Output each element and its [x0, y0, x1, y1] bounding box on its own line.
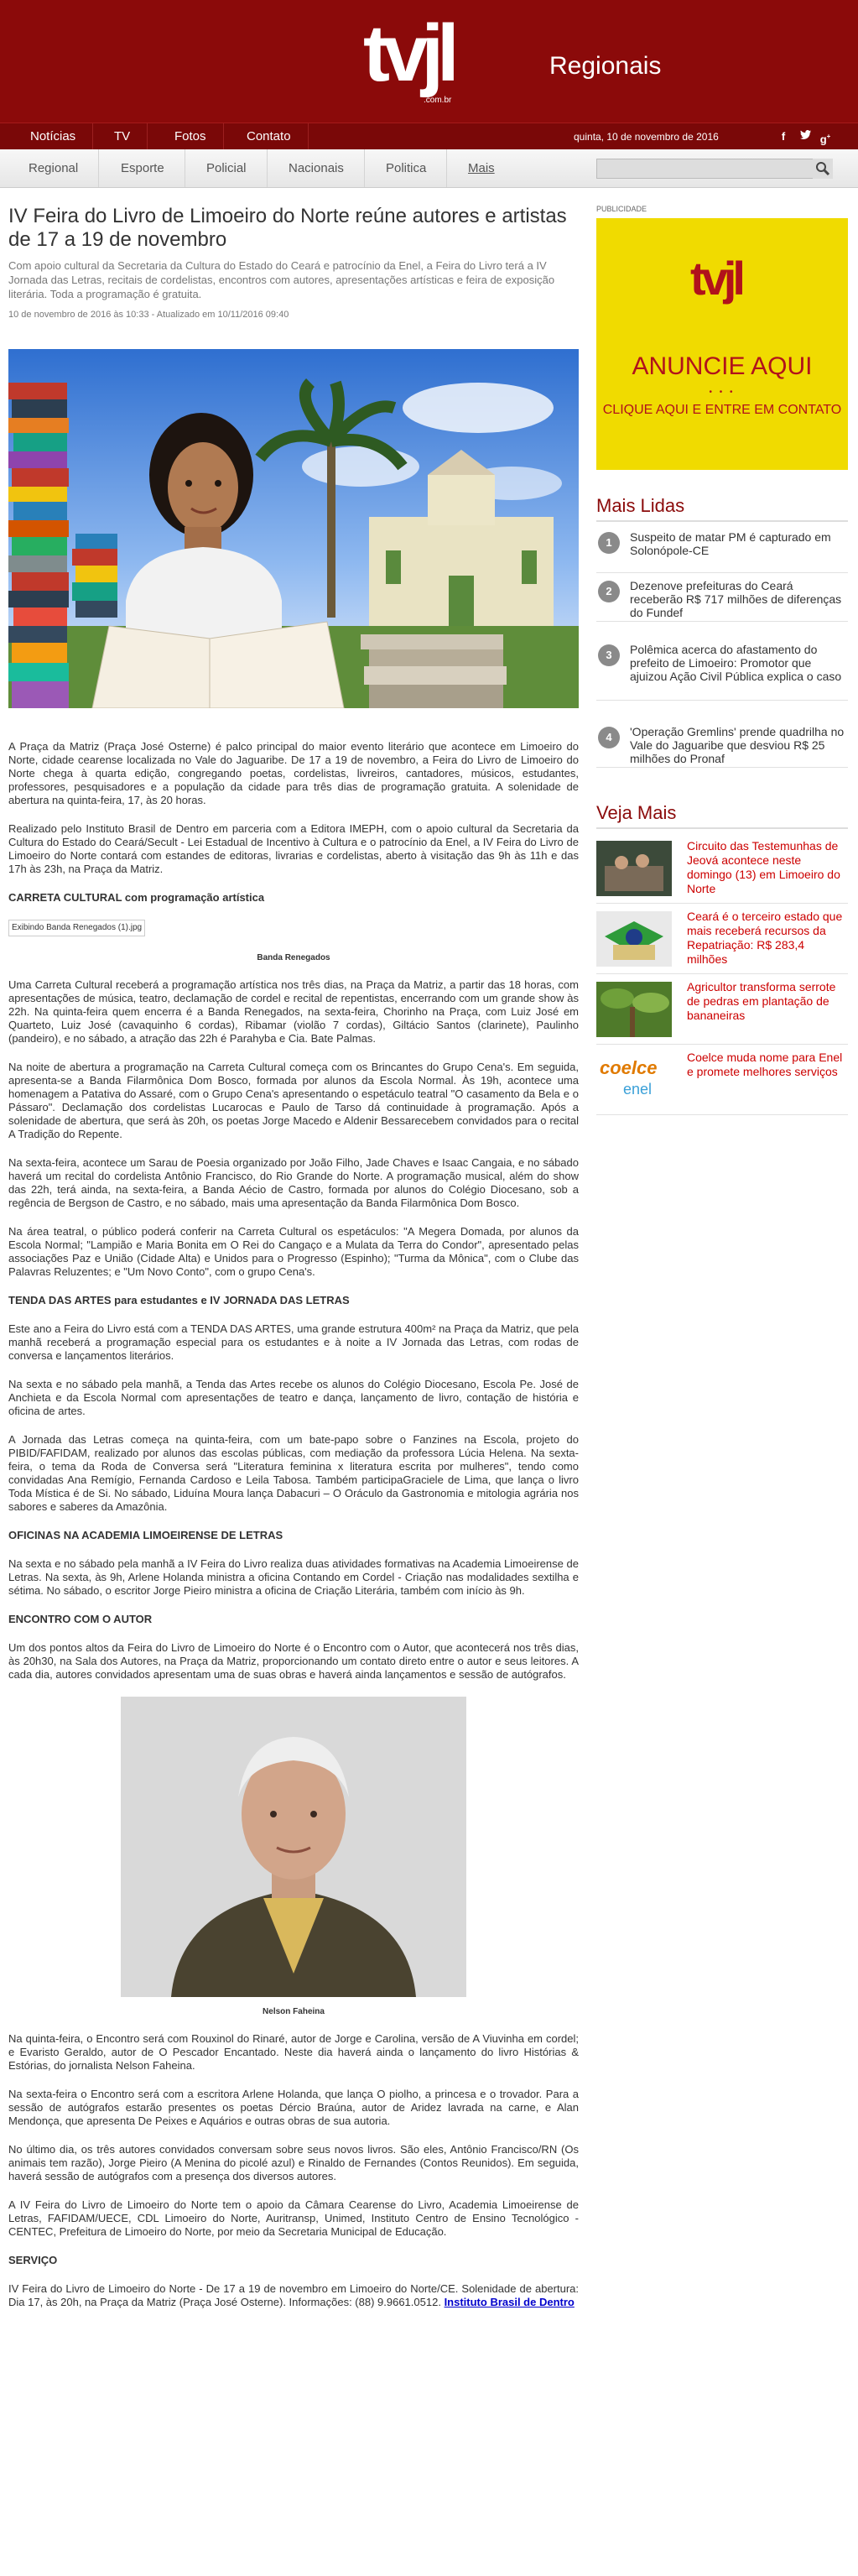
ad-divider: • • • — [709, 388, 736, 397]
mais-lidas-item[interactable] — [596, 579, 848, 622]
nav-noticias[interactable]: Notícias — [13, 123, 93, 150]
ad-logo: tvjl — [690, 252, 741, 305]
nav-fotos[interactable]: Fotos — [158, 123, 224, 150]
veja-mais-link[interactable]: Circuito das Testemunhas de Jeová acontece neste domingo (13) em Limoeiro do Norte — [687, 839, 840, 895]
paragraph: No último dia, os três autores convidados conversam sobre seus novos livros. São eles, Antônio Francisco/RN (Os animais tem razão), Jorge Pieiro (A Menina do picolé azul) e Rinaldo de Fernandes (Contos Reunidos). Em seguida, haverá sessão de autógrafos com a presença dos diversos autores. — [8, 2143, 579, 2182]
search-input[interactable] — [596, 159, 831, 179]
veja-mais-item[interactable] — [596, 836, 848, 904]
rank-badge: 2 — [598, 581, 620, 602]
ad-cta: CLIQUE AQUI E ENTRE EM CONTATO — [602, 403, 842, 417]
mais-lidas-item[interactable] — [596, 643, 848, 701]
facebook-icon[interactable]: f — [781, 130, 786, 143]
article-meta: 10 de novembro de 2016 às 10:33 - Atualizado em 10/11/2016 09:40 — [8, 310, 289, 320]
coelce-logo: coelce — [600, 1057, 658, 1078]
paragraph: A IV Feira do Livro de Limoeiro do Norte tem o apoio da Câmara Cearense do Livro, Academia Limoeirense de Letras, FAFIDAM/UECE, CDL Limoeiro do Norte, Auritransp, Unimed, Instituto Centro de Ensino Tecnológico - CENTEC, Prefeitura de Limoeiro do Norte, por meio da Secretaria Municipal de Educação. — [8, 2198, 579, 2238]
cat-policial[interactable]: Policial — [186, 149, 268, 187]
paragraph: Na sexta e no sábado pela manhã a IV Feira do Livro realiza duas atividades formativas na Academia Limoeirense de Letras. Na sexta, às 9h, Arlene Holanda ministra a oficina Contando em Cordel - Criação nas modalidades sextilha e sétima. No sábado, o escritor Jorge Pieiro ministra a oficina de Criação Literária, também com início às 9h. — [8, 1557, 579, 1597]
ad-label: PUBLICIDADE — [596, 205, 647, 213]
mais-lidas-link[interactable]: 'Operação Gremlins' prende quadrilha no Vale do Jaguaribe que desviou R$ 25 milhões do Pronaf — [630, 725, 845, 765]
paragraph: Na quinta-feira, o Encontro será com Rouxinol do Rinaré, autor de Jorge e Carolina, versão de A Viuvinha em cordel; e Evaristo Geraldo, autor de O Pescador Encantado. Neste dia haverá ainda o lançamento do livro Histórias & Estórias, do jornalista Nelson Faheina. — [8, 2032, 579, 2072]
section-title: Regionais — [549, 52, 662, 80]
section-heading: SERVIÇO — [8, 2254, 58, 2266]
twitter-icon[interactable] — [798, 129, 813, 144]
mais-lidas-item[interactable] — [596, 530, 848, 573]
paragraph: A Jornada das Letras começa na quinta-feira, com um bate-papo sobre o Fanzines na Escola, projeto do PIBID/FAFIDAM, realizado por alunos das escolas públicas, com mediação da professora Lúcia Helena. Na sexta-feira, o tema da Roda de Conversa será "Literatura feminina x literatura escrita por mulheres", tendo como convidadas Ana Remígio, Fernanda Cardoso e Leila Tabosa. Também participaGraciele de Lima, que lança o livro Toda Mística é de Si. No sábado, Liduína Moura lança Dabacuri – O Oráculo da Gastronomia e mitologia agrária nos sabores e saberes da Amazônia. — [8, 1433, 579, 1513]
image-caption: Nelson Faheina — [263, 2007, 325, 2016]
mais-lidas-link[interactable]: Suspeito de matar PM é capturado em Solonópole-CE — [630, 530, 831, 557]
current-date: quinta, 10 de novembro de 2016 — [574, 131, 719, 143]
section-heading: TENDA DAS ARTES para estudantes e IV JORNADA DAS LETRAS — [8, 1294, 350, 1306]
enel-logo: enel — [623, 1081, 653, 1098]
sidebar — [596, 205, 848, 1098]
paragraph: Na sexta e no sábado pela manhã, a Tenda das Artes recebe os alunos do Colégio Diocesano, Escola Pe. José de Anchieta e da Escola Normal com apresentações de teatro e dança, lançamento de livro, contação de história e oficina de artes. — [8, 1378, 579, 1417]
paragraph: Uma Carreta Cultural receberá a programação artística nos três dias, na Praça da Matriz, a partir das 18 horas, com apresentações de música, teatro, declamação de cordel e recital de repentistas, encerrando com um grande show às 22h. Na quinta-feira quem encerra é a Banda Renegados, na sexta-feira, Chorinho na Praça, com Luiz José em Quarteto, Luiz José (cavaquinho 6 cordas), Ribamar (violão 7 cordas), Giltácio Santos (clarinete), Paulinho (pandeiro), e no sábado, a atração das 22h é Parahyba e Cia. Bate Palmas. — [8, 978, 579, 1045]
veja-mais-link[interactable]: Ceará é o terceiro estado que mais receberá recursos da Repatriação: R$ 283,4 milhões — [687, 910, 843, 966]
article-body — [8, 740, 579, 2309]
mais-lidas-title: Mais Lidas — [596, 495, 848, 522]
nav-tv[interactable]: TV — [97, 123, 148, 150]
image-caption: Banda Renegados — [257, 953, 330, 962]
cat-nacionais[interactable]: Nacionais — [268, 149, 365, 187]
paragraph: Um dos pontos altos da Feira do Livro de Limoeiro do Norte é o Encontro com o Autor, que acontecerá nos três dias, às 20h30, na Sala dos Autores, na Praça da Matriz, proporcionando um contato direto entre o autor e seus leitores. A cada dia, autores convidados apresentam uma de suas obras e haverá ainda lançamentos e sessão de autógrafos. — [8, 1641, 579, 1681]
paragraph: Este ano a Feira do Livro está com a TENDA DAS ARTES, uma grande estrutura 400m² na Praça da Matriz, que pela manhã receberá a programação especial para os estudantes e à noite a IV Jornada das Letras, com rodas de conversa e lançamentos literários. — [8, 1322, 579, 1362]
section-heading: OFICINAS NA ACADEMIA LIMOEIRENSE DE LETRAS — [8, 1529, 283, 1541]
article-headline: IV Feira do Livro de Limoeiro do Norte reúne autores e artistas de 17 a 19 de novembro — [8, 205, 567, 251]
paragraph: Realizado pelo Instituto Brasil de Dentro em parceria com a Editora IMEPH, com o apoio cultural da Secretaria da Cultura do Estado do Ceará/Secult - Lei Estadual de Incentivo à Cultura e o patrocínio da Enel, a IV Feira do Livro de Limoeiro do Norte contará com estandes de editoras, livrarias e cordelistas, aberto à visitação das 9h às 11h e das 17h às 23h, na Praça da Matriz. — [8, 822, 579, 875]
ad-title: ANUNCIE AQUI — [632, 352, 813, 380]
section-heading: ENCONTRO COM O AUTOR — [8, 1613, 153, 1625]
rank-badge: 3 — [598, 644, 620, 666]
rank-badge: 4 — [598, 727, 620, 748]
paragraph: Na área teatral, o público poderá conferir na Carreta Cultural os espetáculos: "A Megera Domada, por alunos da Escola Normal; "Lampião e Maria Bonita em O Rei do Cangaço e a Mulata da Terra do Condor", apresentado pelas associações Paz e União (Cidade Alta) e Unidos para o Progresso (Espinho); "Turma da Mônica", com o Clube das Palavras Reluzentes; e "Um Novo Conto", com o grupo Cena's. — [8, 1225, 579, 1278]
cat-mais[interactable]: Mais — [468, 161, 495, 175]
ad-banner[interactable] — [596, 218, 848, 470]
mais-lidas-link[interactable]: Dezenove prefeituras do Ceará receberão R$ 717 milhões de diferenças do Fundef — [630, 579, 842, 619]
main-nav — [0, 123, 858, 150]
nav-contato[interactable]: Contato — [230, 123, 309, 150]
veja-mais-link[interactable]: Coelce muda nome para Enel e promete melhores serviços — [687, 1051, 843, 1078]
veja-mais-item[interactable] — [596, 906, 848, 974]
article-column — [8, 205, 579, 2308]
rank-badge: 1 — [598, 532, 620, 554]
logo-text: tvjl — [363, 8, 453, 98]
thumbnail[interactable] — [596, 841, 672, 896]
site-header — [0, 0, 858, 123]
article-lead: Com apoio cultural da Secretaria da Cultura do Estado do Ceará e patrocínio da Enel, a Feira do Livro terá a IV Jornada das Letras, recitais de cordelistas, encontros com autores, apresentações artísticas e feira de exposição literária. Toda a programação é gratuita. — [8, 259, 555, 300]
thumbnail[interactable] — [596, 1052, 672, 1108]
cat-esporte[interactable]: Esporte — [101, 149, 185, 187]
mais-lidas-item[interactable] — [596, 725, 848, 768]
cat-regional[interactable]: Regional — [8, 149, 99, 187]
paragraph: Na sexta-feira o Encontro será com a escritora Arlene Holanda, que lança O piolho, a princesa e o trovador. Para a sessão de autógrafos estarão presentes os poetas Dércio Braúna, autor de Aridez lavrada na carne, e Alan Mendonça, que apresenta De Peixes e Aquários e outras obras de sua autoria. — [8, 2088, 579, 2127]
veja-mais-title: Veja Mais — [596, 802, 848, 829]
veja-mais-item[interactable] — [596, 1047, 848, 1115]
site-logo[interactable] — [363, 8, 464, 112]
paragraph: Na noite de abertura a programação na Carreta Cultural começa com os Brincantes do Grupo Cena's. Em seguida, apresenta-se a Banda Filarmônica Dom Bosco, formada por alunos da Escola Normal. Às 19h, acontece uma homenagem a Patativa do Assaré, com o Grupo Cena's apresentando o espetáculo teatral "O casamento da Bela e o Pássaro". Declamação dos cordelistas Lucarocas e Paulo de Tarso dá continuidade à programação. Após a solenidade de abertura, que será às 20h, os poetas Jorge Macedo e Aldenir Bessarecebem convidados para o recital A Tradição do Repente. — [8, 1061, 579, 1140]
cat-politica[interactable]: Politica — [366, 149, 447, 187]
thumbnail[interactable] — [596, 911, 672, 967]
veja-mais-link[interactable]: Agricultor transforma serrote de pedras em plantação de bananeiras — [687, 980, 836, 1022]
search-icon[interactable] — [813, 159, 833, 179]
section-heading: CARRETA CULTURAL com programação artística — [8, 891, 265, 904]
logo-domain: .com.br — [424, 96, 452, 105]
paragraph: Na sexta-feira, acontece um Sarau de Poesia organizado por João Filho, Jade Chaves e Isaac Cangaia, e no sábado haverá um recital do cordelista Antônio Francisco, do Rio Grande do Norte. A programação musical, além do show das 22h, terá ainda, na sexta-feira, a Banda Aécio de Castro, formada por alunos do Colégio Diocesano, sob a regência de Bergson de Castro, e no sábado, mais uma apresentação da Banda Filarmônica Dom Bosco. — [8, 1156, 579, 1209]
hero-image — [8, 349, 579, 708]
category-nav — [0, 149, 858, 188]
googleplus-icon[interactable]: g+ — [819, 133, 831, 146]
broken-image-placeholder: Exibindo Banda Renegados (1).jpg — [8, 920, 145, 936]
mais-lidas-link[interactable]: Polêmica acerca do afastamento do prefeito de Limoeiro: Promotor que ajuizou Ação Civil Pública explica o caso — [630, 643, 842, 683]
paragraph: IV Feira do Livro de Limoeiro do Norte - De 17 a 19 de novembro em Limoeiro do Norte/CE. Solenidade de abertura: Dia 17, às 20h, na Praça da Matriz (Praça José Osterne). Informações: (88) 9.9661.0512. — [8, 2282, 579, 2308]
paragraph: A Praça da Matriz (Praça José Osterne) é palco principal do maior evento literário que acontece em Limoeiro do Norte, cidade cearense localizada no Vale do Jaguaribe. De 17 a 19 de novembro, a Feira do Livro de Limoeiro do Norte chega à quarta edição, congregando poetas, cordelistas, livreiros, cantadores, músicos, estudantes, professores, pesquisadores e a população da cidade para três dias de programação gratuita. A solenidade de abertura na quinta-feira, 17, às 20 horas. — [8, 740, 579, 806]
instituto-link[interactable]: Instituto Brasil de Dentro — [444, 2296, 575, 2308]
thumbnail[interactable] — [596, 982, 672, 1037]
author-photo — [121, 1697, 466, 1997]
veja-mais-item[interactable] — [596, 977, 848, 1045]
